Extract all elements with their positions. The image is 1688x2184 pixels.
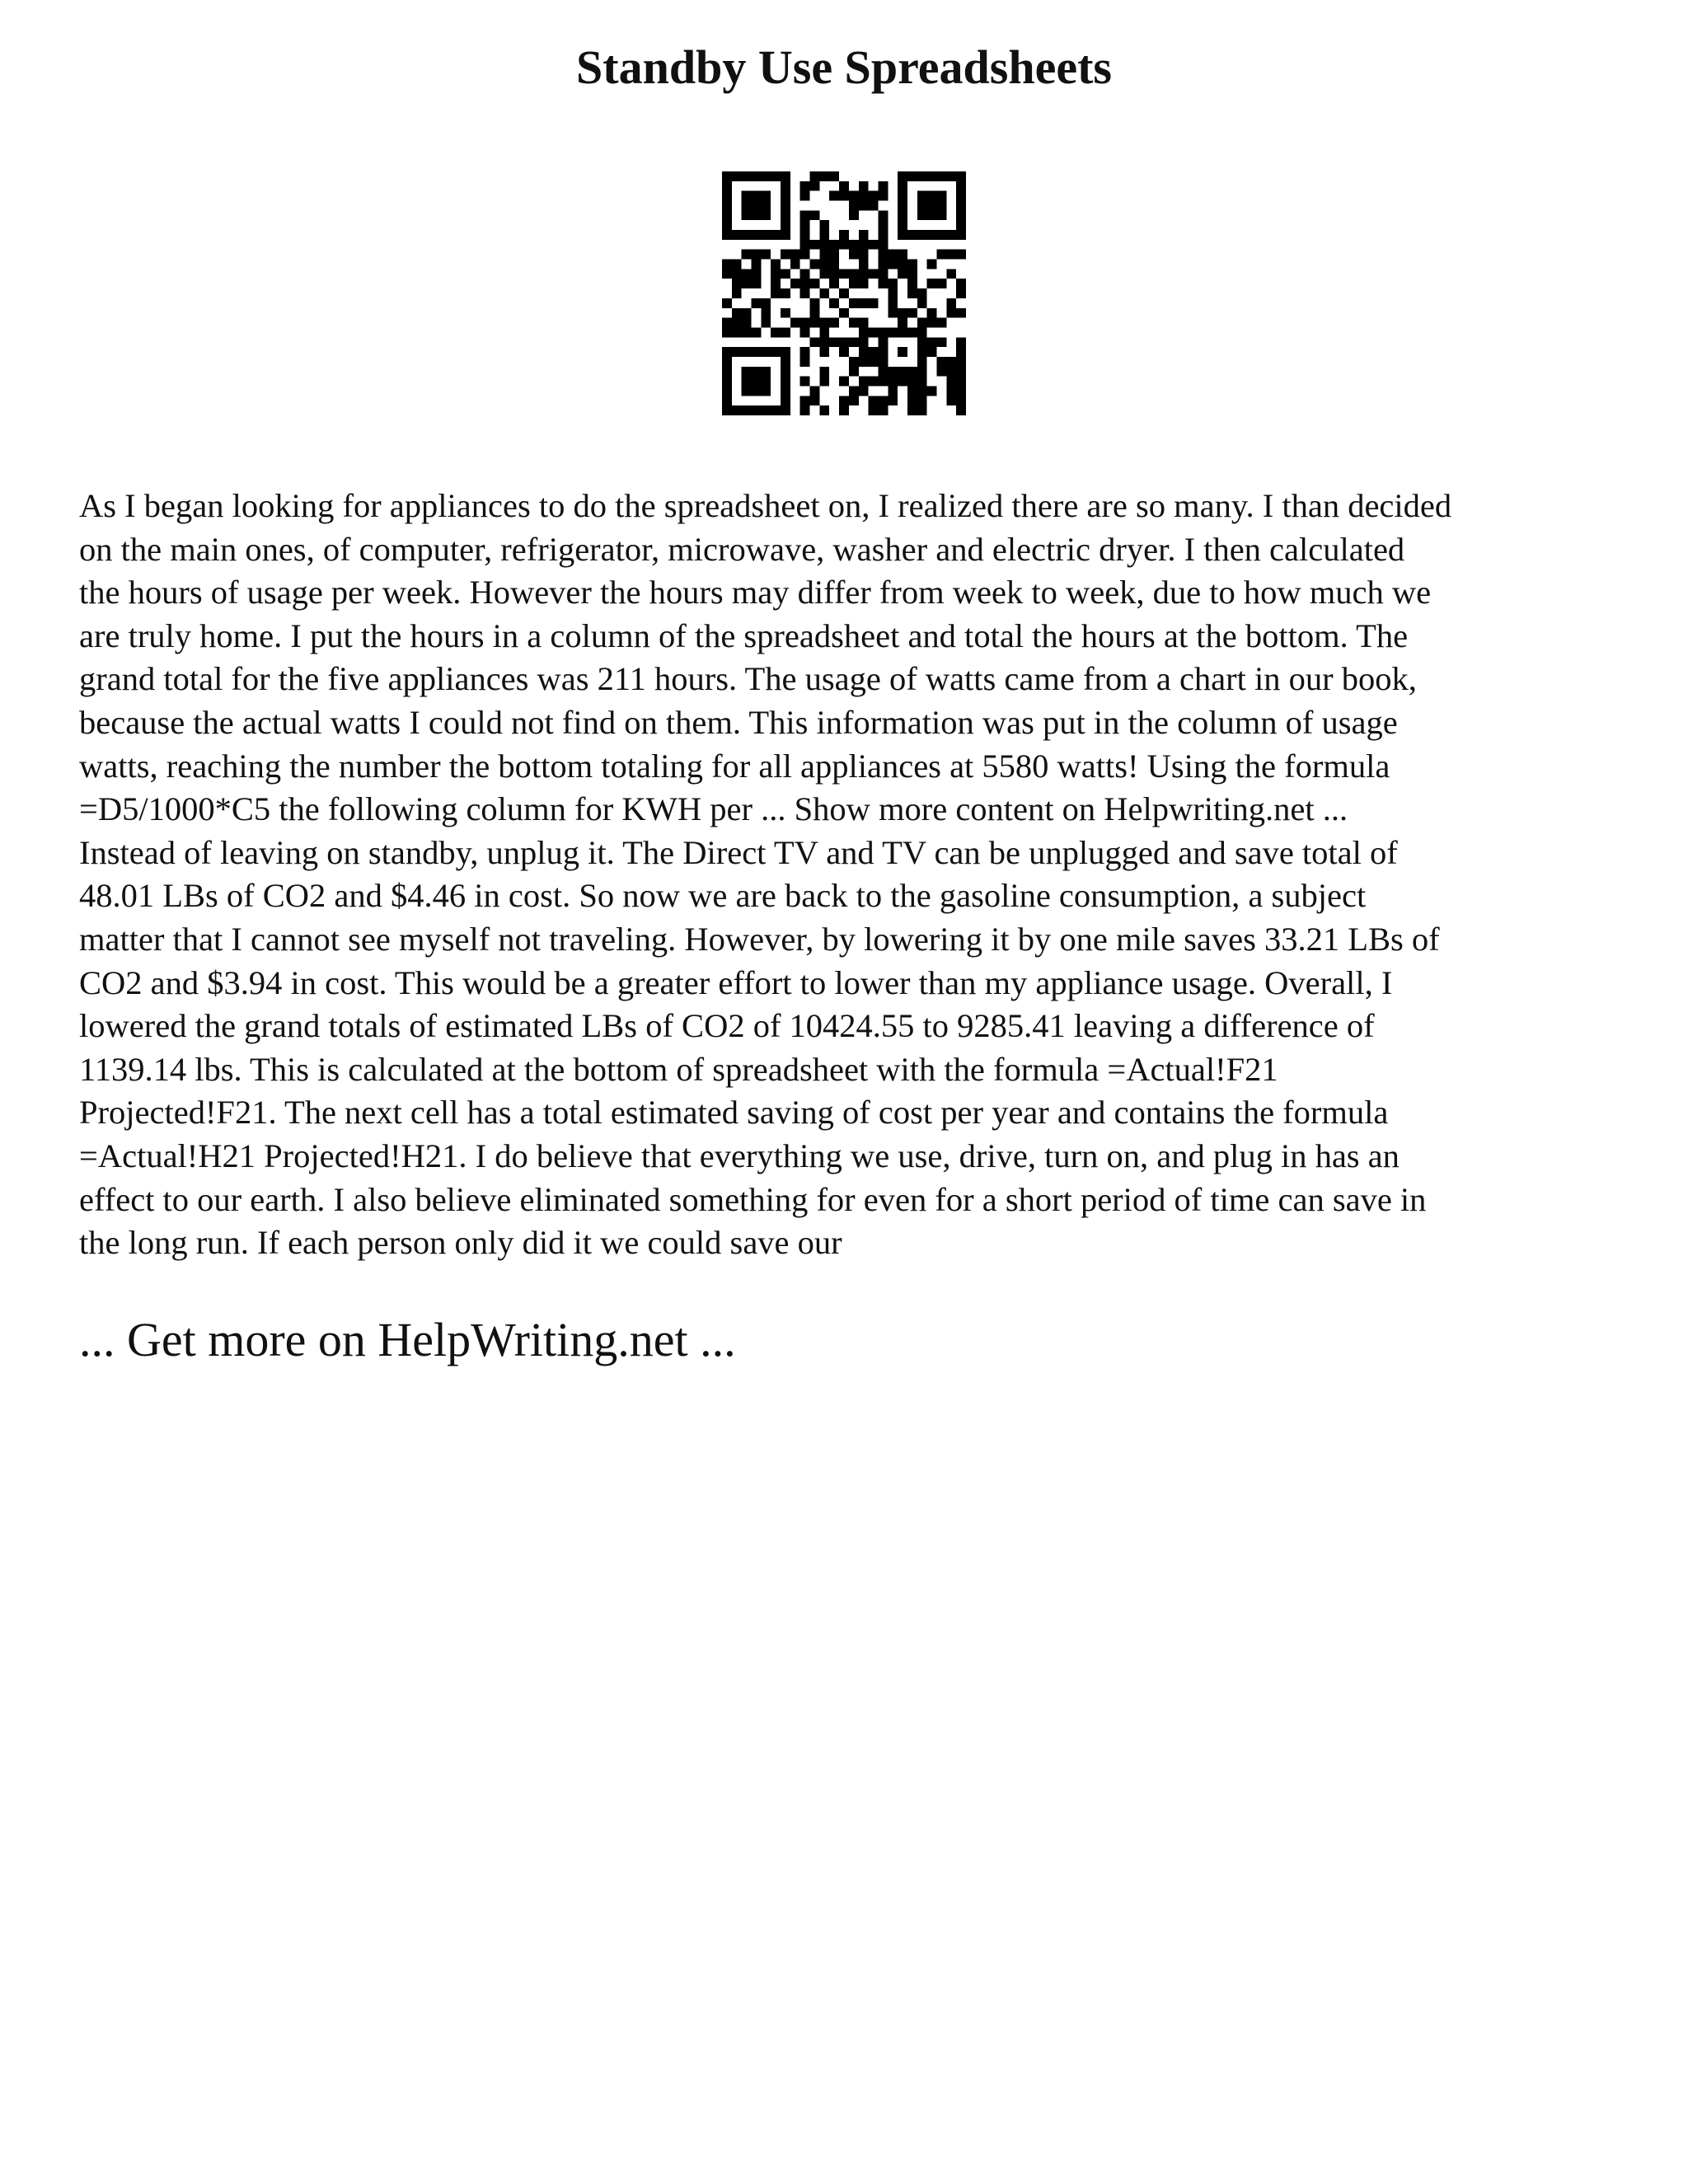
body-line: CO2 and $3.94 in cost. This would be a greater effort to lower than my appliance usage. Overall, I [79,963,1393,1001]
get-more-link[interactable]: ... Get more on HelpWriting.net ... [79,1313,736,1366]
body-line: the long run. If each person only did it we could save our [79,1224,842,1262]
body-line: are truly home. I put the hours in a column of the spreadsheet and total the hours at the bottom. The [79,616,1409,654]
body-line: because the actual watts I could not find on them. This information was put in the column of usage [79,703,1398,741]
body-line: Instead of leaving on standby, unplug it. The Direct TV and TV can be unplugged and save total of [79,833,1398,871]
body-line: 48.01 LBs of CO2 and $4.46 in cost. So now we are back to the gasoline consumption, a subject [79,877,1367,915]
body-line: Projected!F21. The next cell has a total estimated saving of cost per year and contains the formula [79,1094,1389,1132]
body-line: the hours of usage per week. However the hours may differ from week to week, due to how much we [79,574,1432,612]
body-line: on the main ones, of computer, refrigerator, microwave, washer and electric dryer. I then calculated [79,530,1405,568]
body-line: =Actual!H21 Projected!H21. I do believe that everything we use, drive, turn on, and plug in has an [79,1137,1400,1174]
body-line: watts, reaching the number the bottom totaling for all appliances at 5580 watts! Using the formula [79,747,1390,785]
body-line: =D5/1000*C5 the following column for KWH per ... Show more content on Helpwriting.net ... [79,790,1348,828]
body-line: lowered the grand totals of estimated LBs of CO2 of 10424.55 to 9285.41 leaving a difference of [79,1007,1375,1045]
body-line: As I began looking for appliances to do the spreadsheet on, I realized there are so many. I than decided [79,487,1452,524]
body-line: effect to our earth. I also believe eliminated something for even for a short period of time can save in [79,1180,1427,1218]
qr-code [722,171,966,415]
article-body [79,485,1629,1265]
body-line: matter that I cannot see myself not traveling. However, by lowering it by one mile saves 33.21 LBs of [79,920,1440,958]
body-line: grand total for the five appliances was 211 hours. The usage of watts came from a chart in our book, [79,660,1417,698]
body-line: 1139.14 lbs. This is calculated at the bottom of spreadsheet with the formula =Actual!F21 [79,1050,1278,1088]
document-title: Standby Use Spreadsheets [576,40,1112,94]
